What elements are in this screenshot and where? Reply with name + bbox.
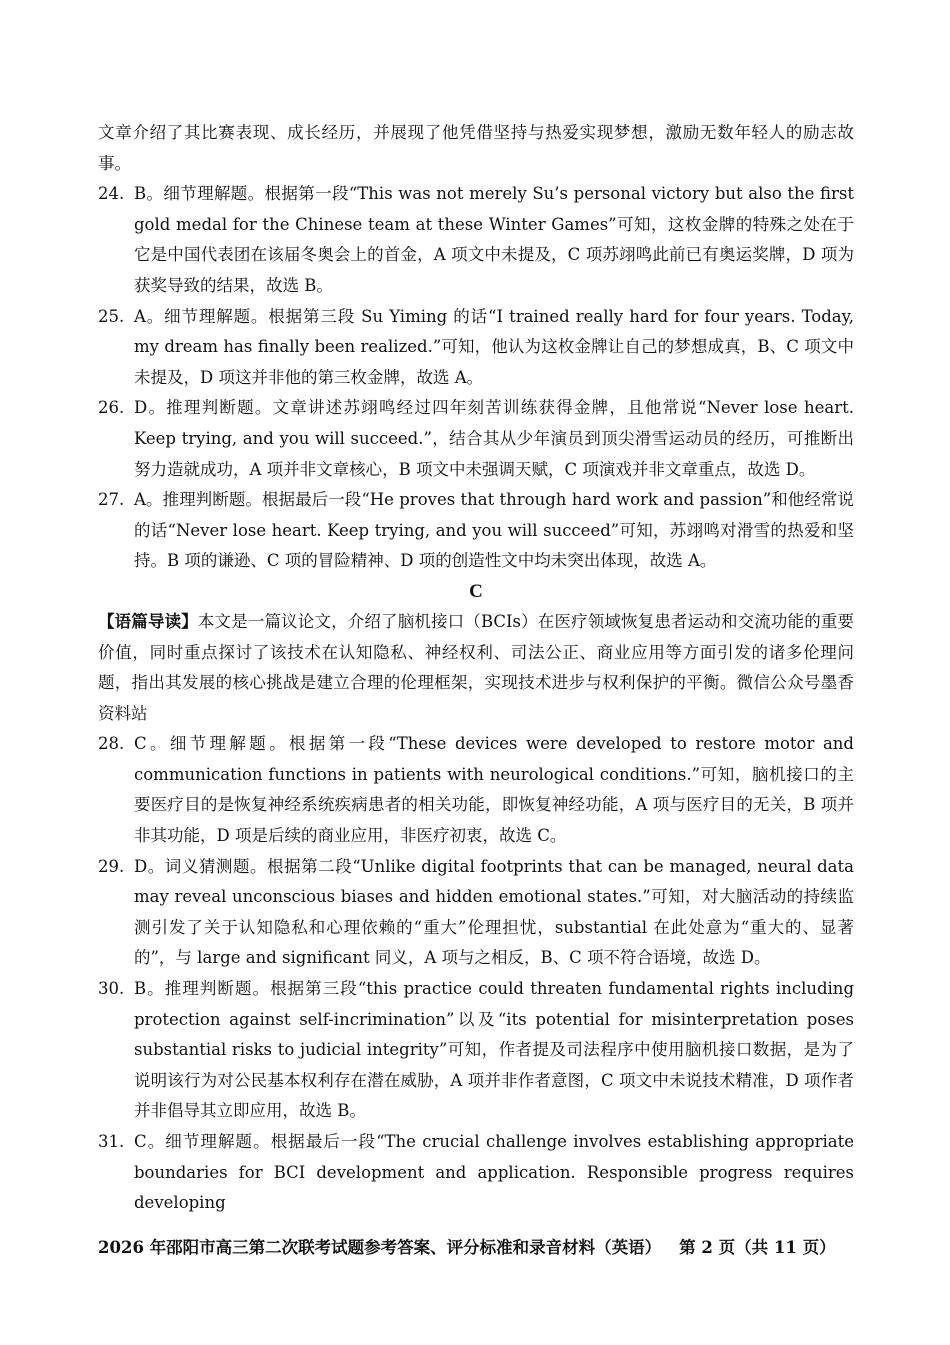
page-footer bbox=[98, 1236, 854, 1260]
answer-text: D。词义猜测题。根据第二段“Unlike digital footprints that can be managed, neural data may reveal unconscious biases and hidden emotional states.”可知，对大脑活动的持续监测引发了关于认知隐私和心理依赖的“重大”伦理担忧，substantial 在此处意为“重大的、显著的”，与 large and significant 同义，A 项与之相反，B、C 项不符合语境，故选 D。 bbox=[134, 856, 854, 968]
intro-continuation: 文章介绍了其比赛表现、成长经历，并展现了他凭借坚持与热爱实现梦想，激励无数年轻人的励志故事。 bbox=[98, 123, 854, 173]
answer-text: D。推理判断题。文章讲述苏翊鸣经过四年刻苦训练获得金牌，且他常说“Never lose heart. Keep trying, and you will succeed.”，结合其从少年演员到顶尖滑雪运动员的经历，可推断出努力造就成功，A 项并非文章核心，B 项文中未强调天赋，C 项演戏并非文章重点，故选 D。 bbox=[134, 398, 854, 479]
answer-item-31 bbox=[98, 1127, 854, 1219]
answer-item-29 bbox=[98, 852, 854, 974]
answer-text: A。细节理解题。根据第三段 Su Yiming 的话“I trained really hard for four years. Today, my dream has finally been realized.”可知，他认为这枚金牌让自己的梦想成真，B、C 项文中未提及，D 项这并非他的第三枚金牌，故选 A。 bbox=[134, 306, 854, 387]
section-heading: C bbox=[469, 580, 483, 602]
answer-item-26 bbox=[98, 393, 854, 485]
answer-item-27 bbox=[98, 485, 854, 577]
answer-item-30 bbox=[98, 974, 854, 1127]
answer-number: 27. bbox=[98, 490, 125, 510]
passage-intro-label: 【语篇导读】 bbox=[98, 611, 198, 631]
footer-title: 2026 年邵阳市高三第二次联考试题参考答案、评分标准和录音材料（英语） bbox=[98, 1238, 662, 1257]
answer-number: 25. bbox=[98, 306, 125, 326]
answer-number: 24. bbox=[98, 184, 125, 204]
answer-item-28 bbox=[98, 729, 854, 851]
answer-number: 26. bbox=[98, 398, 125, 418]
answer-text: C。细节理解题。根据最后一段“The crucial challenge involves establishing appropriate boundaries for BCI development and application. Responsible progress requires developing bbox=[134, 1132, 854, 1213]
answer-text: B。推理判断题。根据第三段“this practice could threaten fundamental rights including protection against self-incrimination”以及“its potential for misinterpretation poses substantial risks to judicial integrity”可知，作者提及司法程序中使用脑机接口数据，是为了说明该行为对公民基本权利存在潜在威胁，A 项并非作者意图，C 项文中未说技术精准，D 项作者并非倡导其立即应用，故选 B。 bbox=[134, 979, 854, 1121]
answer-text: B。细节理解题。根据第一段“This was not merely Su’s personal victory but also the first gold medal for the Chinese team at these Winter Games”可知，这枚金牌的特殊之处在于它是中国代表团在该届冬奥会上的首金，A 项文中未提及，C 项苏翊鸣此前已有奥运奖牌，D 项为获奖导致的结果，故选 B。 bbox=[134, 184, 854, 295]
answer-item-25 bbox=[98, 302, 854, 394]
answer-number: 29. bbox=[98, 856, 125, 876]
answer-text: C。细节理解题。根据第一段“These devices were developed to restore motor and communication functions in patients with neurological conditions.”可知，脑机接口的主要医疗目的是恢复神经系统疾病患者的相关功能，即恢复神经功能，A 项与医疗目的无关，B 项并非其功能，D 项是后续的商业应用，非医疗初衷，故选 C。 bbox=[134, 734, 854, 846]
answer-number: 28. bbox=[98, 734, 125, 754]
answer-number: 31. bbox=[98, 1132, 125, 1151]
page-content bbox=[98, 118, 854, 1219]
passage-intro bbox=[98, 607, 854, 729]
answer-text: A。推理判断题。根据最后一段“He proves that through hard work and passion”和他经常说的话“Never lose heart. Keep trying, and you will succeed”可知，苏翊鸣对滑雪的热爱和坚持。B 项的谦逊、C 项的冒险精神、D 项的创造性文中均未突出体现，故选 A。 bbox=[134, 490, 854, 571]
passage-intro-text: 本文是一篇议论文，介绍了脑机接口（BCIs）在医疗领域恢复患者运动和交流功能的重要价值，同时重点探讨了该技术在认知隐私、神经权利、司法公正、商业应用等方面引发的诸多伦理问题，指出其发展的核心挑战是建立合理的伦理框架，实现技术进步与权利保护的平衡。微信公众号墨香资料站 bbox=[98, 611, 855, 723]
page-number: 第 2 页（共 11 页） bbox=[679, 1238, 836, 1257]
answer-number: 30. bbox=[98, 979, 125, 999]
answer-item-24 bbox=[98, 179, 854, 301]
